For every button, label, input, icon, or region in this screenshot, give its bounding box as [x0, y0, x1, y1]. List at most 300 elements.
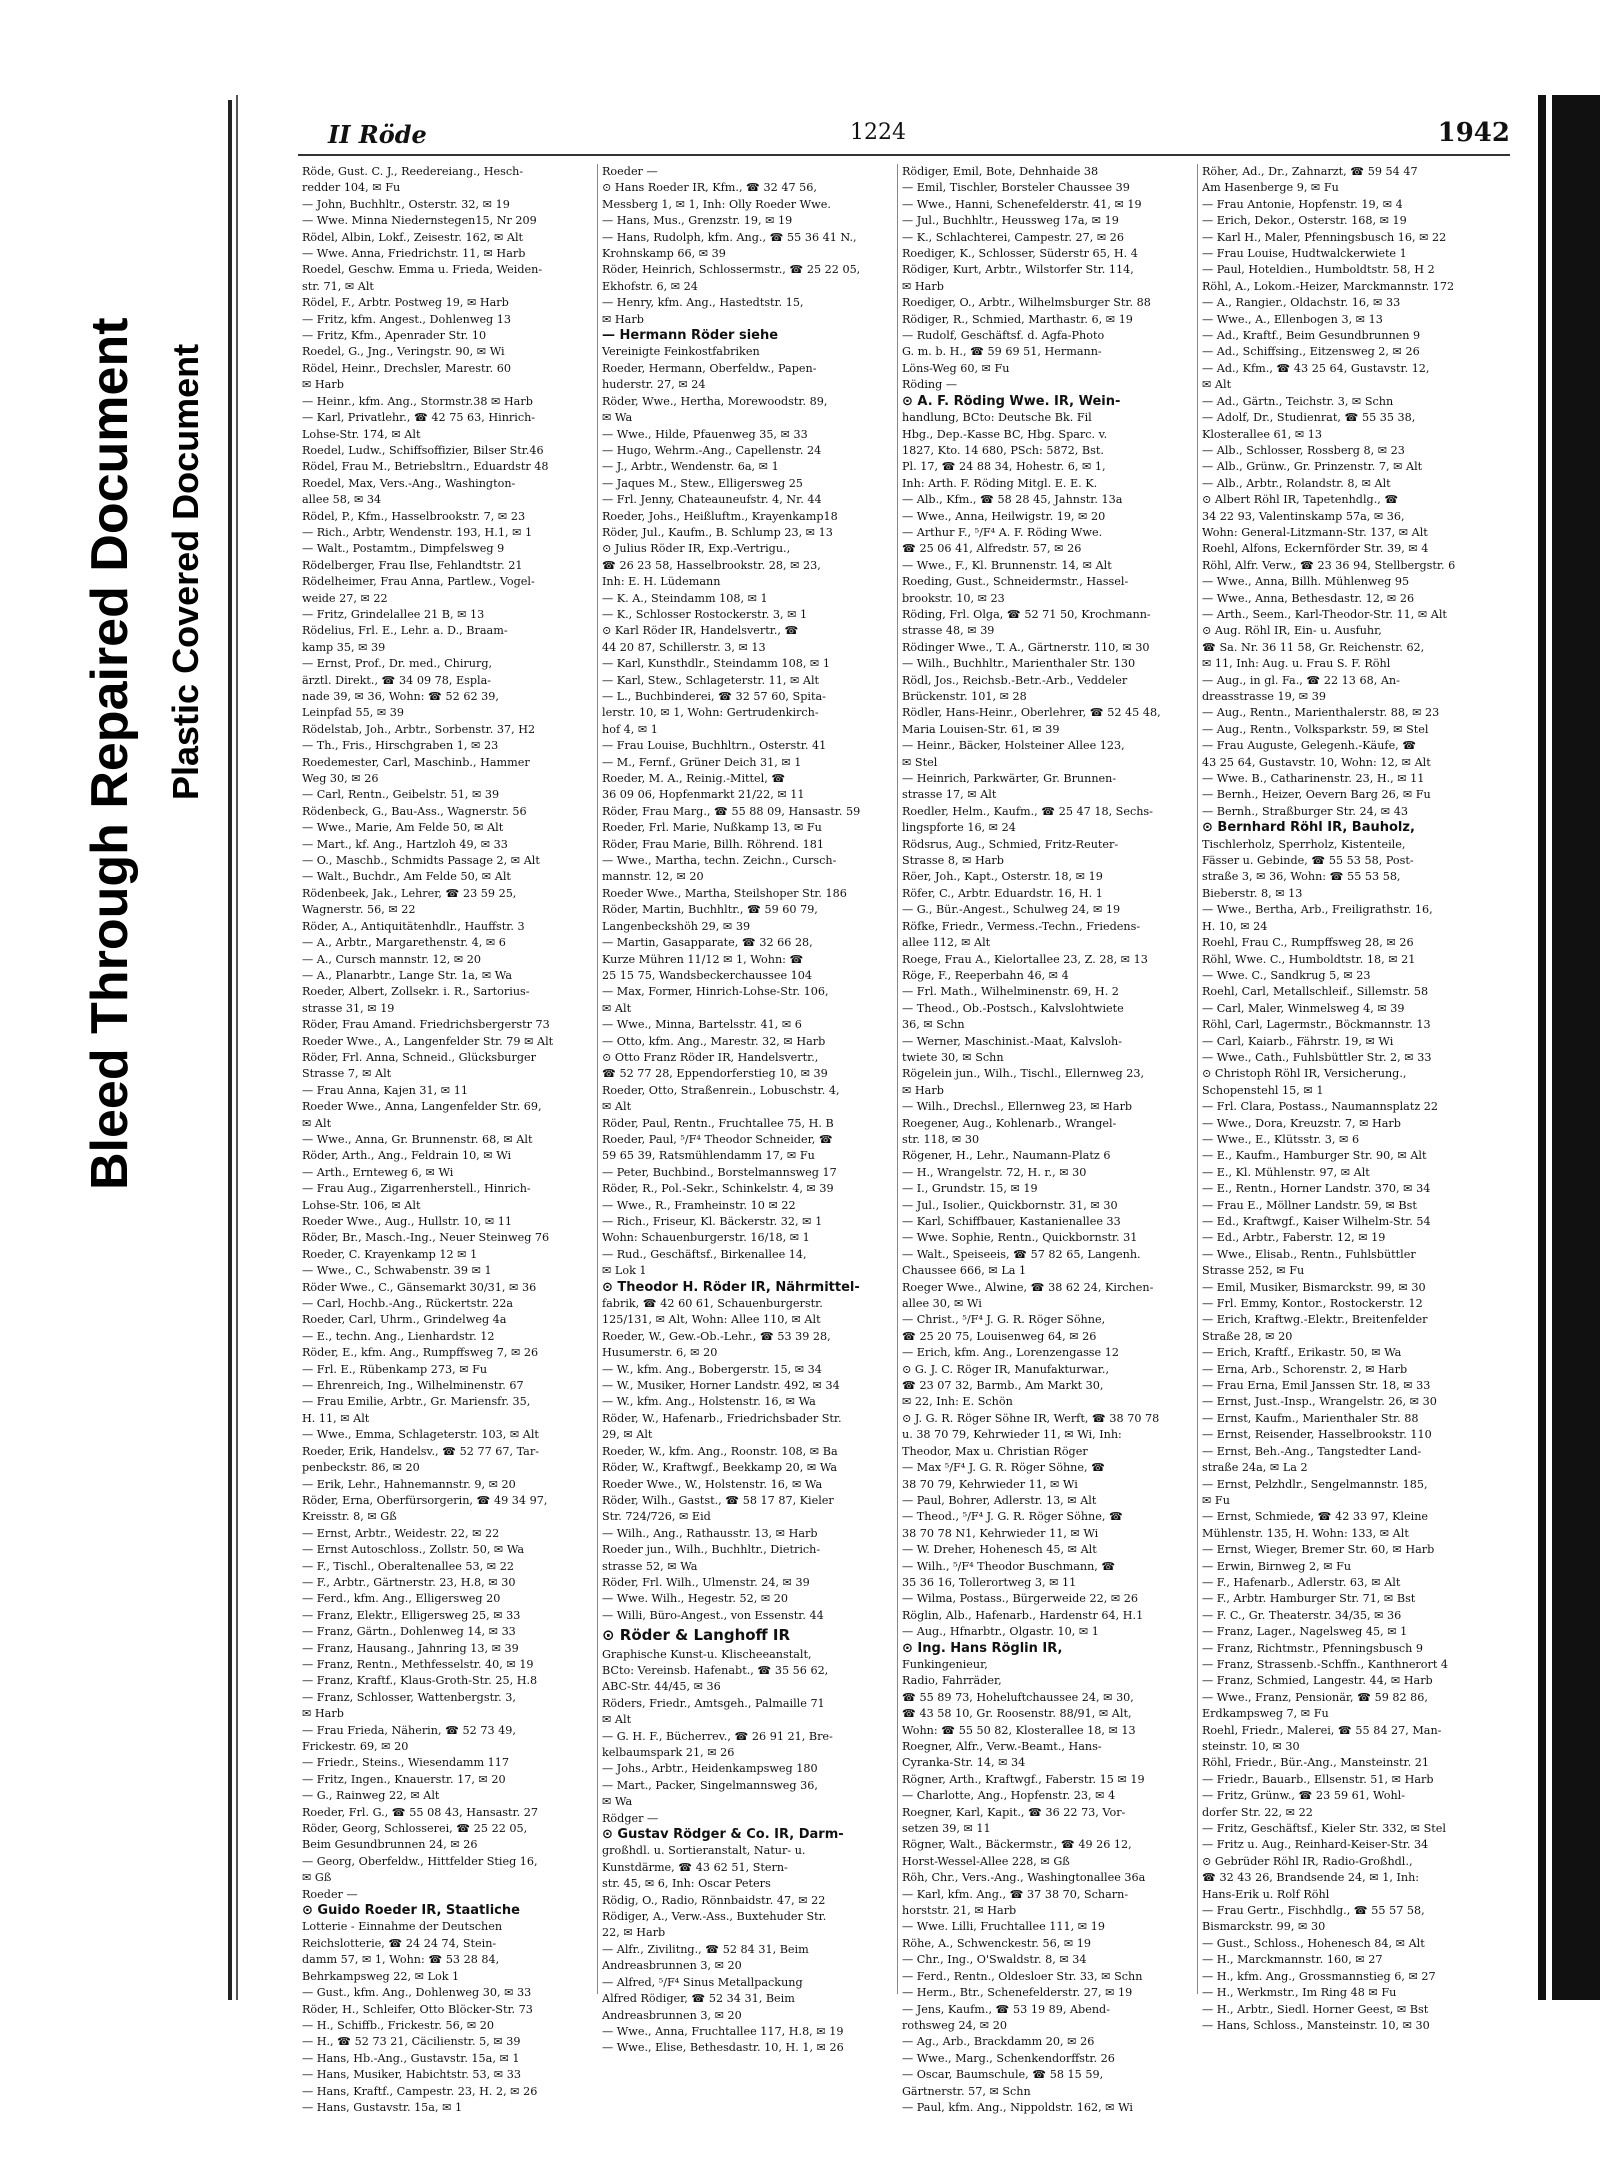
directory-entry: Funkingenieur,	[902, 1657, 988, 1671]
directory-entry: Roeder, Paul, ⁵/F⁴ Theodor Schneider, ☎	[602, 1132, 833, 1146]
directory-entry: Roeder, W., Gew.-Ob.-Lehr., ☎ 53 39 28,	[602, 1329, 831, 1343]
directory-entry: — Wwe., Marie, Am Felde 50, ✉ Alt	[302, 821, 504, 835]
directory-entry: Ekhofstr. 6, ✉ 24	[602, 279, 698, 293]
directory-entry: — Peter, Buchbind., Borstelmannsweg 17	[602, 1165, 837, 1179]
directory-entry: — Karl H., Maler, Pfenningsbusch 16, ✉ 22	[1202, 230, 1447, 244]
directory-entry: — Wwe., Bertha, Arb., Freiligrathstr. 16,	[1202, 903, 1433, 917]
directory-entry: Roeder —	[602, 165, 658, 178]
directory-entry: Röhl, Wwe. C., Humboldtstr. 18, ✉ 21	[1202, 952, 1416, 966]
directory-entry: Behrkampsweg 22, ✉ Lok 1	[302, 1969, 460, 1983]
directory-entry: — Arth., Seem., Karl-Theodor-Str. 11, ✉ Alt	[1202, 607, 1447, 621]
directory-entry: ⊙ Julius Röder IR, Exp.-Vertrigu.,	[602, 542, 791, 556]
directory-entry: — Ernst, Just.-Insp., Wrangelstr. 26, ✉ 30	[1202, 1395, 1437, 1409]
directory-entry: — Wwe., Anna, Fruchtallee 117, H.8, ✉ 19	[602, 2024, 844, 2038]
directory-entry: — Hans, Rudolph, kfm. Ang., ☎ 55 36 41 N.,	[602, 230, 857, 244]
directory-entry: — Wwe., Elisab., Rentn., Fuhlsbüttler	[1202, 1247, 1416, 1261]
directory-entry: — Frau Erna, Emil Janssen Str. 18, ✉ 33	[1202, 1379, 1431, 1393]
directory-entry: — Ernst Autoschloss., Zollstr. 50, ✉ Wa	[302, 1543, 525, 1557]
directory-entry: — Wwe. Anna, Friedrichstr. 11, ✉ Harb	[302, 247, 526, 261]
directory-entry: Rödsrus, Aug., Schmied, Fritz-Reuter-	[902, 837, 1119, 851]
directory-entry: — F., Arbtr., Gärtnerstr. 23, H.8, ✉ 30	[302, 1575, 516, 1589]
directory-entry: — Otto, kfm. Ang., Marestr. 32, ✉ Harb	[602, 1034, 826, 1048]
header-rule	[298, 154, 1510, 156]
directory-entry: ☎ Sa. Nr. 36 11 58, Gr. Reichenstr. 62,	[1202, 640, 1425, 654]
column-4	[1198, 164, 1498, 2032]
directory-columns	[298, 164, 1510, 2114]
directory-entry: Wohn: Schauenburgerstr. 16/18, ✉ 1	[602, 1231, 810, 1245]
directory-entry: Cyranka-Str. 14, ✉ 34	[902, 1756, 1026, 1770]
year-label: 1942	[1437, 118, 1510, 148]
directory-entry: str. 118, ✉ 30	[902, 1132, 980, 1146]
directory-entry: 29, ✉ Alt	[602, 1428, 653, 1442]
directory-entry: ABC-Str. 44/45, ✉ 36	[602, 1680, 721, 1694]
directory-entry: — Ehrenreich, Ing., Wilhelminenstr. 67	[302, 1379, 524, 1393]
directory-entry: — Jul., Isolier., Quickbornstr. 31, ✉ 30	[902, 1198, 1118, 1212]
directory-entry: Rödinger Wwe., T. A., Gärtnerstr. 110, ✉ 30	[902, 640, 1150, 654]
directory-entry: Röde, Gust. C. J., Reedereiang., Hesch-	[302, 165, 524, 178]
directory-entry: Rödenbeck, G., Bau-Ass., Wagnerstr. 56	[302, 804, 527, 818]
directory-entry: ✉ Harb	[602, 312, 644, 326]
directory-entry: — Alb., Grünw., Gr. Prinzenstr. 7, ✉ Alt	[1202, 460, 1423, 474]
directory-entry: Roegener, Aug., Kohlenarb., Wrangel-	[902, 1116, 1117, 1130]
directory-entry: ✉ Wa	[602, 1795, 633, 1809]
directory-entry: — Frl. Clara, Postass., Naumannsplatz 22	[1202, 1100, 1439, 1114]
directory-entry: — Wwe., Anna, Billh. Mühlenweg 95	[1202, 575, 1410, 589]
directory-entry: ☎ 32 43 26, Brandsende 24, ✉ 1, Inh:	[1202, 1871, 1420, 1885]
directory-entry: Roeder, Carl, Uhrm., Grindelweg 4a	[302, 1313, 507, 1327]
directory-entry: — Ernst, Schmiede, ☎ 42 33 97, Kleine	[1202, 1510, 1429, 1524]
directory-entry: — Max ⁵/F⁴ J. G. R. Röger Söhne, ☎	[902, 1461, 1106, 1475]
directory-entry: — Wwe. C., Sandkrug 5, ✉ 23	[1202, 968, 1371, 982]
directory-entry: — Frau Louise, Buchhltrn., Osterstr. 41	[602, 739, 827, 753]
directory-entry: redder 104, ✉ Fu	[302, 181, 401, 195]
directory-entry: — W., Musiker, Horner Landstr. 492, ✉ 34	[602, 1379, 840, 1393]
directory-entry: — W. Dreher, Hohenesch 45, ✉ Alt	[902, 1543, 1097, 1557]
directory-entry: — Karl, Stew., Schlageterstr. 11, ✉ Alt	[602, 673, 820, 687]
directory-entry: — H., kfm. Ang., Grossmannstieg 6, ✉ 27	[1202, 1969, 1436, 1983]
directory-entry: Roeder Wwe., W., Holstenstr. 16, ✉ Wa	[602, 1477, 823, 1491]
directory-entry: Roeder, Frl. Marie, Nußkamp 13, ✉ Fu	[602, 821, 822, 835]
directory-entry: Röder, Frl. Wilh., Ulmenstr. 24, ✉ 39	[602, 1575, 810, 1589]
directory-entry: Gärtnerstr. 57, ✉ Schn	[902, 2084, 1031, 2098]
directory-entry: — Hugo, Wehrm.-Ang., Capellenstr. 24	[602, 443, 822, 457]
column-3	[898, 164, 1198, 2114]
directory-entry: — Theod., Ob.-Postsch., Kalvslohtwiete	[902, 1001, 1124, 1015]
directory-entry: Röge, F., Reeperbahn 46, ✉ 4	[902, 968, 1069, 982]
directory-entry: ⊙ Bernhard Röhl IR, Bauholz,	[1202, 820, 1415, 836]
directory-entry: ☎ 25 06 41, Alfredstr. 57, ✉ 26	[902, 542, 1082, 556]
directory-entry: Röder, Frau Amand. Friedrichsbergerstr 73	[302, 1018, 550, 1032]
directory-entry: Horst-Wessel-Allee 228, ✉ Gß	[902, 1854, 1070, 1868]
directory-entry: allee 112, ✉ Alt	[902, 936, 991, 950]
directory-entry: — Wilh., Buchhltr., Marienthaler Str. 130	[902, 657, 1136, 671]
directory-entry: Röder, Frau Marie, Billh. Röhrend. 181	[602, 837, 824, 851]
directory-entry: ✉ Fu	[1202, 1493, 1230, 1507]
directory-entry: Rödelstab, Joh., Arbtr., Sorbenstr. 37, H2	[302, 722, 536, 736]
directory-entry: Radio, Fahrräder,	[902, 1674, 1002, 1688]
directory-entry: Roeder, Frl. G., ☎ 55 08 43, Hansastr. 27	[302, 1805, 538, 1819]
directory-entry: ⊙ Aug. Röhl IR, Ein- u. Ausfuhr,	[1202, 624, 1382, 638]
directory-entry: — G., Bür.-Angest., Schulweg 24, ✉ 19	[902, 903, 1121, 917]
directory-entry: ⊙ Christoph Röhl IR, Versicherung.,	[1202, 1067, 1407, 1081]
directory-entry: ✉ Harb	[302, 1707, 344, 1721]
directory-entry: strasse 48, ✉ 39	[902, 624, 995, 638]
directory-entry: kelbaumspark 21, ✉ 26	[602, 1746, 735, 1759]
directory-entry: Rödl, Jos., Reichsb.-Betr.-Arb., Veddeler	[902, 673, 1128, 687]
directory-entry: ✉ 22, Inh: E. Schön	[902, 1395, 1013, 1409]
directory-entry: Röder, Frau Marg., ☎ 55 88 09, Hansastr. 59	[602, 804, 861, 818]
page-edge	[228, 100, 232, 2000]
directory-entry: Rödiger, Emil, Bote, Dehnhaide 38	[902, 165, 1099, 178]
directory-entry: — Wilh., Ang., Rathausstr. 13, ✉ Harb	[602, 1526, 818, 1540]
directory-entry: — Carl, Rentn., Geibelstr. 51, ✉ 39	[302, 788, 500, 802]
directory-entry: Roege, Frau A., Kielortallee 23, Z. 28, ✉ 13	[902, 952, 1148, 966]
directory-entry: — Fritz, Ingen., Knauerstr. 17, ✉ 20	[302, 1772, 506, 1786]
directory-entry: 59 65 39, Ratsmühlendamm 17, ✉ Fu	[602, 1149, 815, 1163]
directory-entry: ☎ 26 23 58, Hasselbrookstr. 28, ✉ 23,	[602, 558, 821, 572]
directory-entry: ⊙ Hans Roeder IR, Kfm., ☎ 32 47 56,	[602, 181, 817, 195]
directory-entry: Rödelius, Frl. E., Lehr. a. D., Braam-	[302, 624, 508, 638]
directory-entry: Röder, R., Pol.-Sekr., Schinkelstr. 4, ✉ 39	[602, 1182, 834, 1196]
directory-entry: Strasse 7, ✉ Alt	[302, 1067, 392, 1081]
directory-entry: — Fritz, Grindelallee 21 B, ✉ 13	[302, 607, 485, 621]
directory-entry: — Frau Auguste, Gelegenh.-Käufe, ☎	[1202, 739, 1417, 753]
directory-entry: dreasstrasse 19, ✉ 39	[1202, 690, 1326, 703]
directory-entry: — Heinr., Bäcker, Holsteiner Allee 123,	[902, 739, 1125, 753]
directory-entry: ✉ Harb	[302, 378, 344, 392]
directory-entry: Weg 30, ✉ 26	[302, 772, 379, 786]
directory-entry: G. m. b. H., ☎ 59 69 51, Hermann-	[902, 345, 1102, 359]
directory-entry: Roedemester, Carl, Maschinb., Hammer	[302, 755, 530, 769]
directory-entry: Leinpfad 55, ✉ 39	[302, 706, 405, 720]
directory-entry: — Wwe., Elise, Bethesdastr. 10, H. 1, ✉ 26	[602, 2041, 844, 2055]
directory-entry: — J., Arbtr., Wendenstr. 6a, ✉ 1	[602, 460, 779, 474]
directory-entry: ☎ 25 20 75, Louisenweg 64, ✉ 26	[902, 1329, 1097, 1343]
directory-entry: Röder, W., Kraftwgf., Beekkamp 20, ✉ Wa	[602, 1461, 838, 1475]
directory-entry: — Arthur F., ⁵/F⁴ A. F. Röding Wwe.	[902, 525, 1103, 539]
directory-entry: ✉ Alt	[602, 1001, 632, 1015]
directory-entry: penbeckstr. 86, ✉ 20	[302, 1461, 420, 1475]
directory-entry: Rögelein jun., Wilh., Tischl., Ellernweg 23,	[902, 1067, 1145, 1081]
directory-entry: u. 38 70 79, Kehrwieder 11, ✉ Wi, Inh:	[902, 1428, 1122, 1442]
directory-entry: großhdl. u. Sortieranstalt, Natur- u.	[602, 1844, 806, 1858]
directory-entry: Bismarckstr. 99, ✉ 30	[1202, 1920, 1326, 1934]
directory-entry: — H., Schiffb., Frickestr. 56, ✉ 20	[302, 2018, 494, 2032]
directory-entry: — Hans, Schloss., Mansteinstr. 10, ✉ 30	[1202, 2018, 1430, 2032]
directory-entry: ✉ Lok 1	[602, 1264, 647, 1278]
directory-entry: — Wwe., Hanni, Schenefelderstr. 41, ✉ 19	[902, 197, 1142, 211]
directory-entry: Andreasbrunnen 3, ✉ 20	[602, 1959, 742, 1973]
directory-entry: Röder, Erna, Oberfürsorgerin, ☎ 49 34 97,	[302, 1493, 548, 1507]
directory-entry: fabrik, ☎ 42 60 61, Schauenburgerstr.	[602, 1297, 823, 1311]
directory-entry: — Hans, Gustavstr. 15a, ✉ 1	[302, 2100, 463, 2114]
directory-entry: — Frl. Math., Wilhelminenstr. 69, H. 2	[902, 985, 1119, 999]
directory-entry: — H., ☎ 52 73 21, Cäcilienstr. 5, ✉ 39	[302, 2035, 521, 2049]
directory-entry: Rödelberger, Frau Ilse, Fehlandtstr. 21	[302, 558, 523, 572]
directory-entry: Roeder, M. A., Reinig.-Mittel, ☎	[602, 772, 786, 786]
directory-entry: — Ernst, Kaufm., Marienthaler Str. 88	[1202, 1411, 1419, 1425]
directory-entry: Löns-Weg 60, ✉ Fu	[902, 361, 1010, 375]
directory-entry: Röder, Georg, Schlosserei, ☎ 25 22 05,	[302, 1822, 528, 1836]
directory-entry: — Ernst, Beh.-Ang., Tangstedter Land-	[1202, 1444, 1422, 1458]
directory-entry: Rödiger, R., Schmied, Marthastr. 6, ✉ 19	[902, 312, 1133, 326]
directory-entry: — Ernst, Prof., Dr. med., Chirurg,	[302, 657, 493, 671]
directory-entry: — Walt., Speiseeis, ☎ 57 82 65, Langenh.	[902, 1247, 1141, 1261]
page-edge-inner	[236, 95, 238, 2000]
directory-entry: Roediger, K., Schlosser, Süderstr 65, H. 4	[902, 247, 1138, 261]
directory-entry: — Wwe., Martha, techn. Zeichn., Cursch-	[602, 854, 837, 868]
directory-entry: — Wwe., C., Schwabenstr. 39 ✉ 1	[302, 1264, 492, 1278]
directory-entry: Roeder Wwe., Anna, Langenfelder Str. 69,	[302, 1100, 542, 1114]
directory-entry: — Johs., Arbtr., Heidenkampsweg 180	[602, 1762, 818, 1776]
directory-entry: — Walt., Postamtm., Dimpfelsweg 9	[302, 542, 505, 556]
directory-entry: — F., Arbtr. Hamburger Str. 71, ✉ Bst	[1202, 1592, 1416, 1606]
directory-entry: Roeder, Hermann, Oberfeldw., Papen-	[602, 361, 817, 375]
directory-entry: — Ernst, Reisender, Hasselbrookstr. 110	[1202, 1428, 1432, 1442]
directory-entry: — A., Arbtr., Margarethenstr. 4, ✉ 6	[302, 936, 506, 950]
directory-entry: Schopenstehl 15, ✉ 1	[1202, 1083, 1324, 1097]
directory-entry: — F., Hafenarb., Adlerstr. 63, ✉ Alt	[1202, 1575, 1401, 1589]
directory-entry: — Wilma, Postass., Bürgerweide 22, ✉ 26	[902, 1592, 1138, 1606]
directory-entry: — Alfred, ⁵/F⁴ Sinus Metallpackung	[602, 1975, 803, 1989]
directory-entry: Röding, Frl. Olga, ☎ 52 71 50, Krochmann-	[902, 607, 1151, 621]
directory-entry: Röer, Joh., Kapt., Osterstr. 18, ✉ 19	[902, 870, 1103, 884]
directory-entry: — Wwe., Dora, Kreuzstr. 7, ✉ Harb	[1202, 1116, 1401, 1130]
directory-entry: Mühlenstr. 135, H. Wohn: 133, ✉ Alt	[1202, 1526, 1409, 1540]
directory-entry: — Frl. Jenny, Chateauneufstr. 4, Nr. 44	[602, 493, 822, 507]
directory-entry: Röder, H., Schleifer, Otto Blöcker-Str. 73	[302, 2002, 533, 2016]
directory-entry: — Franz, Hausang., Jahnring 13, ✉ 39	[302, 1641, 519, 1655]
directory-entry: — Aug., Rentn., Volksparkstr. 59, ✉ Stel	[1202, 722, 1429, 736]
directory-entry: Chaussee 666, ✉ La 1	[902, 1264, 1027, 1278]
directory-entry: 1827, Kto. 14 680, PSch: 5872, Bst.	[902, 443, 1104, 457]
directory-entry: Pl. 17, ☎ 24 88 34, Hohestr. 6, ✉ 1,	[902, 460, 1106, 474]
directory-entry: ✉ Alt	[602, 1100, 632, 1114]
directory-entry: — F. C., Gr. Theaterstr. 34/35, ✉ 36	[1202, 1608, 1402, 1622]
directory-entry: Strasse 252, ✉ Fu	[1202, 1264, 1305, 1278]
directory-entry: Krohnskamp 66, ✉ 39	[602, 247, 726, 261]
directory-entry: Rödler, Hans-Heinr., Oberlehrer, ☎ 52 45 48,	[902, 706, 1161, 720]
directory-entry: — Fritz, Grünw., ☎ 23 59 61, Wohl-	[1202, 1789, 1406, 1803]
directory-entry: Messberg 1, ✉ 1, Inh: Olly Roeder Wwe.	[602, 197, 831, 211]
directory-entry: ⊙ Theodor H. Röder IR, Nährmittel-	[602, 1279, 860, 1295]
directory-entry: Röder, Br., Masch.-Ing., Neuer Steinweg 76	[302, 1231, 550, 1245]
directory-entry: Röder, Jul., Kaufm., B. Schlump 23, ✉ 13	[602, 525, 833, 539]
directory-entry: — G. H. F., Bücherrev., ☎ 26 91 21, Bre-	[602, 1729, 833, 1743]
directory-entry: 38 70 78 N1, Kehrwieder 11, ✉ Wi	[902, 1526, 1099, 1540]
directory-entry: Maria Louisen-Str. 61, ✉ 39	[902, 722, 1060, 736]
directory-entry: — Ag., Arb., Brackdamm 20, ✉ 26	[902, 2035, 1095, 2049]
directory-entry: ✉ Harb	[902, 279, 944, 293]
directory-entry: — M., Fernf., Grüner Deich 31, ✉ 1	[602, 755, 802, 769]
directory-entry: — Wwe., Franz, Pensionär, ☎ 59 82 86,	[1202, 1690, 1428, 1704]
directory-entry: Röhl, A., Lokom.-Heizer, Marckmannstr. 172	[1202, 279, 1455, 293]
directory-entry: — Fritz, Geschäftsf., Kieler Str. 332, ✉ Stel	[1202, 1822, 1446, 1836]
directory-entry: dorfer Str. 22, ✉ 22	[1202, 1805, 1313, 1819]
directory-entry: ✉ Wa	[602, 411, 633, 425]
directory-entry: — Wwe. B., Catharinenstr. 23, H., ✉ 11	[1202, 772, 1425, 786]
directory-entry: Rödenbeek, Jak., Lehrer, ☎ 23 59 25,	[302, 886, 517, 900]
directory-entry: — Mart., Packer, Singelmannsweg 36,	[602, 1778, 818, 1792]
directory-entry: Roeder Wwe., Martha, Steilshoper Str. 186	[602, 886, 847, 900]
directory-entry: Roeder jun., Wilh., Buchhltr., Dietrich-	[602, 1543, 821, 1557]
directory-entry: — Frau Aug., Zigarrenherstell., Hinrich-	[302, 1182, 531, 1196]
directory-entry: Hbg., Dep.-Kasse BC, Hbg. Sparc. v.	[902, 427, 1108, 441]
directory-entry: Röder, W., Hafenarb., Friedrichsbader Str.	[602, 1411, 842, 1425]
directory-entry: Röder, Arth., Ang., Feldrain 10, ✉ Wi	[302, 1149, 512, 1163]
directory-entry: Rödiger, Kurt, Arbtr., Wilstorfer Str. 114,	[902, 263, 1134, 277]
directory-entry: — A., Rangier., Oldachstr. 16, ✉ 33	[1202, 296, 1401, 310]
section-heading: II Röde	[328, 120, 427, 149]
directory-entry: brookstr. 10, ✉ 23	[902, 591, 1005, 605]
directory-entry: — Frau Frieda, Näherin, ☎ 52 73 49,	[302, 1723, 516, 1737]
directory-entry: — Franz, Lager., Nagelsweg 45, ✉ 1	[1202, 1625, 1408, 1639]
directory-entry: — H., Werkmstr., Im Ring 48 ✉ Fu	[1202, 1986, 1397, 2000]
directory-entry: — E., Rentn., Horner Landstr. 370, ✉ 34	[1202, 1182, 1431, 1196]
directory-entry: Rödel, Frau M., Betriebsltrn., Eduardstr 48	[302, 460, 549, 474]
directory-entry: — Wwe. Lilli, Fruchtallee 111, ✉ 19	[902, 1920, 1105, 1934]
directory-entry: rothsweg 24, ✉ 20	[902, 2018, 1007, 2032]
directory-entry: — Rudolf, Geschäftsf. d. Agfa-Photo	[902, 329, 1105, 343]
directory-entry: Rödel, P., Kfm., Hasselbrookstr. 7, ✉ 23	[302, 509, 526, 523]
directory-entry: — Wwe., Minna, Bartelsstr. 41, ✉ 6	[602, 1018, 802, 1032]
directory-entry: — Frau Louise, Hudtwalckerwiete 1	[1202, 247, 1407, 261]
directory-entry: — W., kfm. Ang., Bobergerstr. 15, ✉ 34	[602, 1362, 822, 1376]
directory-entry: ⊙ A. F. Röding Wwe. IR, Wein-	[902, 393, 1121, 409]
directory-entry: — Martin, Gasapparate, ☎ 32 66 28,	[602, 936, 813, 950]
directory-entry: 36 09 06, Hopfenmarkt 21/22, ✉ 11	[602, 788, 805, 802]
directory-entry: Roeder, Albert, Zollsekr. i. R., Sartorius-	[302, 985, 530, 999]
directory-entry: ⊙ Albert Röhl IR, Tapetenhdlg., ☎	[1202, 493, 1399, 507]
directory-entry: ✉ 11, Inh: Aug. u. Frau S. F. Röhl	[1202, 657, 1391, 671]
directory-entry: 125/131, ✉ Alt, Wohn: Allee 110, ✉ Alt	[602, 1313, 821, 1327]
directory-entry: — H., Wrangelstr. 72, H. r., ✉ 30	[902, 1165, 1087, 1179]
directory-entry: — A., Planarbtr., Lange Str. 1a, ✉ Wa	[302, 968, 512, 982]
directory-entry: — Wilh., ⁵/F⁴ Theodor Buschmann, ☎	[902, 1559, 1116, 1573]
directory-entry: Inh: Arth. F. Röding Mitgl. E. E. K.	[902, 476, 1098, 490]
directory-entry: Rödel, F., Arbtr. Postweg 19, ✉ Harb	[302, 296, 509, 310]
directory-entry: Hans-Erik u. Rolf Röhl	[1202, 1887, 1330, 1901]
directory-entry: — K. A., Steindamm 108, ✉ 1	[602, 591, 768, 605]
directory-entry: Roeder, Otto, Straßenrein., Lobuschstr. 4,	[602, 1083, 840, 1097]
directory-entry: Str. 724/726, ✉ Eid	[602, 1510, 711, 1524]
directory-entry: ⊙ J. G. R. Röger Söhne IR, Werft, ☎ 38 70 78	[902, 1411, 1160, 1425]
directory-entry: 25 15 75, Wandsbeckerchaussee 104	[602, 968, 813, 982]
directory-entry: — I., Grundstr. 15, ✉ 19	[902, 1182, 1038, 1196]
repaired-document-text: Repaired Document	[81, 317, 139, 809]
directory-entry: ⊙ Karl Röder IR, Handelsvertr., ☎	[602, 624, 799, 638]
plastic-covered-label: Plastic Covered Document	[165, 343, 206, 800]
directory-entry: — Friedr., Bauarb., Ellsenstr. 51, ✉ Harb	[1202, 1772, 1434, 1786]
directory-entry: — Aug., Hfnarbtr., Olgastr. 10, ✉ 1	[902, 1625, 1099, 1639]
page-header	[298, 112, 1510, 148]
directory-entry: Rödiger, A., Verw.-Ass., Buxtehuder Str.	[602, 1910, 827, 1924]
directory-entry: — Franz, Schmied, Langestr. 44, ✉ Harb	[1202, 1674, 1433, 1688]
directory-entry: — Emil, Tischler, Borsteler Chaussee 39	[902, 181, 1130, 195]
directory-entry: — Franz, Gärtn., Dohlenweg 14, ✉ 33	[302, 1625, 516, 1639]
directory-entry: — Ad., Schiffsing., Eitzensweg 2, ✉ 26	[1202, 345, 1420, 359]
directory-entry: — Paul, Hoteldien., Humboldtstr. 58, H 2	[1202, 263, 1435, 277]
directory-entry: weide 27, ✉ 22	[302, 591, 388, 605]
directory-entry: — Franz, Schlosser, Wattenbergstr. 3,	[302, 1690, 516, 1704]
directory-entry: Vereinigte Feinkostfabriken	[602, 345, 760, 359]
directory-entry: Wohn: General-Litzmann-Str. 137, ✉ Alt	[1202, 525, 1428, 539]
directory-entry: strasse 17, ✉ Alt	[902, 788, 997, 802]
directory-entry: Röder, Wilh., Gastst., ☎ 58 17 87, Kieler	[602, 1493, 834, 1507]
directory-entry: ☎ 23 07 32, Barmb., Am Markt 30,	[902, 1379, 1104, 1393]
directory-entry: Roeding, Gust., Schneidermstr., Hassel-	[902, 575, 1129, 589]
directory-entry: — Frau E., Möllner Landstr. 59, ✉ Bst	[1202, 1198, 1417, 1212]
directory-entry: — Fritz, kfm. Angest., Dohlenweg 13	[302, 312, 512, 326]
directory-entry: Röder, A., Antiquitätenhdlr., Hauffstr. 3	[302, 919, 525, 933]
directory-entry: Wohn: ☎ 55 50 82, Klosterallee 18, ✉ 13	[902, 1723, 1136, 1737]
directory-entry: — Hans, Kraftf., Campestr. 23, H. 2, ✉ 26	[302, 2084, 538, 2098]
directory-entry: — Wwe., Anna, Bethesdastr. 12, ✉ 26	[1202, 591, 1415, 605]
directory-page	[298, 112, 1510, 2114]
directory-entry: — Hans, Hb.-Ang., Gustavstr. 15a, ✉ 1	[302, 2051, 520, 2065]
directory-entry: ✉ Alt	[602, 1713, 632, 1727]
directory-entry: horststr. 21, ✉ Harb	[902, 1904, 1017, 1918]
directory-entry: Kreisstr. 8, ✉ Gß	[302, 1510, 397, 1524]
directory-entry: Roegner, Karl, Kapit., ☎ 36 22 73, Vor-	[902, 1805, 1126, 1819]
directory-entry: — Alfr., Zivilitng., ☎ 52 84 31, Beim	[602, 1942, 809, 1956]
directory-entry: — Willi, Büro-Angest., von Essenstr. 44	[602, 1608, 824, 1622]
directory-entry: 38 70 79, Kehrwieder 11, ✉ Wi	[902, 1477, 1078, 1491]
page-number: 1224	[850, 120, 906, 145]
directory-entry: — Wwe., Hilde, Pfauenweg 35, ✉ 33	[602, 427, 808, 441]
directory-entry: — Aug., Rentn., Marienthalerstr. 88, ✉ 23	[1202, 706, 1440, 720]
directory-entry: ☎ 55 89 73, Hoheluftchaussee 24, ✉ 30,	[902, 1690, 1134, 1704]
directory-entry: Roedel, Ludw., Schiffsoffizier, Bilser Str.46	[302, 443, 544, 457]
directory-entry: Röhe, A., Schwenckestr. 56, ✉ 19	[902, 1936, 1092, 1950]
directory-entry: — Wwe. Wilh., Hegestr. 52, ✉ 20	[602, 1592, 789, 1606]
directory-entry: Roeger Wwe., Alwine, ☎ 38 62 24, Kirchen-	[902, 1280, 1154, 1294]
directory-entry: — F., Tischl., Oberaltenallee 53, ✉ 22	[302, 1559, 514, 1573]
directory-entry: damm 57, ✉ 1, Wohn: ☎ 53 28 84,	[302, 1953, 500, 1967]
directory-entry: Am Hasenberge 9, ✉ Fu	[1202, 181, 1339, 195]
directory-entry: — Frau Anna, Kajen 31, ✉ 11	[302, 1083, 468, 1097]
directory-entry: Kurze Mühren 11/12 ✉ 1, Wohn: ☎	[602, 952, 804, 966]
directory-entry: Röder, Wwe., Hertha, Morewoodstr. 89,	[602, 394, 828, 408]
directory-entry: Röglin, Alb., Hafenarb., Hardenstr 64, H.1	[902, 1608, 1144, 1622]
directory-entry: setzen 39, ✉ 11	[902, 1822, 991, 1836]
bleed-through-label	[80, 317, 140, 1190]
directory-entry: — A., Cursch mannstr. 12, ✉ 20	[302, 952, 482, 966]
directory-entry: Bieberstr. 8, ✉ 13	[1202, 886, 1303, 900]
adjacent-page-strip	[1538, 95, 1600, 2000]
directory-entry: — Erich, Kraftf., Erikastr. 50, ✉ Wa	[1202, 1346, 1402, 1360]
directory-entry: Wagnerstr. 56, ✉ 22	[302, 903, 416, 917]
directory-entry: — Wwe. Minna Niedernstegen15, Nr 209	[302, 214, 537, 228]
directory-entry: ✉ Alt	[1202, 378, 1232, 392]
directory-entry: — Rich., Friseur, Kl. Bäckerstr. 32, ✉ 1	[602, 1215, 823, 1228]
directory-entry: — Wwe. Sophie, Rentn., Quickbornstr. 31	[902, 1231, 1138, 1245]
directory-entry: Roeder, W., kfm. Ang., Roonstr. 108, ✉ Ba	[602, 1444, 838, 1458]
directory-entry: — Wwe., F., Kl. Brunnenstr. 14, ✉ Alt	[902, 558, 1112, 572]
directory-entry: Husumerstr. 6, ✉ 20	[602, 1346, 718, 1360]
directory-entry: — Arth., Ernteweg 6, ✉ Wi	[302, 1165, 454, 1179]
directory-entry: — Alb., Schlosser, Rossberg 8, ✉ 23	[1202, 443, 1405, 457]
directory-entry: — Max, Former, Hinrich-Lohse-Str. 106,	[602, 985, 829, 999]
directory-entry: — Frl. Emmy, Kontor., Rostockerstr. 12	[1202, 1297, 1423, 1311]
directory-entry: — Christ., ⁵/F⁴ J. G. R. Röger Söhne,	[902, 1313, 1106, 1327]
directory-entry: — H., Marckmannstr. 160, ✉ 27	[1202, 1953, 1383, 1967]
directory-entry: — Aug., in gl. Fa., ☎ 22 13 68, An-	[1202, 673, 1400, 687]
directory-entry: — W., kfm. Ang., Holstenstr. 16, ✉ Wa	[602, 1395, 816, 1409]
directory-entry: — Erich, Kraftwg.-Elektr., Breitenfelder	[1202, 1313, 1428, 1327]
directory-entry: steinstr. 10, ✉ 30	[1202, 1740, 1300, 1753]
directory-entry: Rödger —	[602, 1811, 659, 1825]
